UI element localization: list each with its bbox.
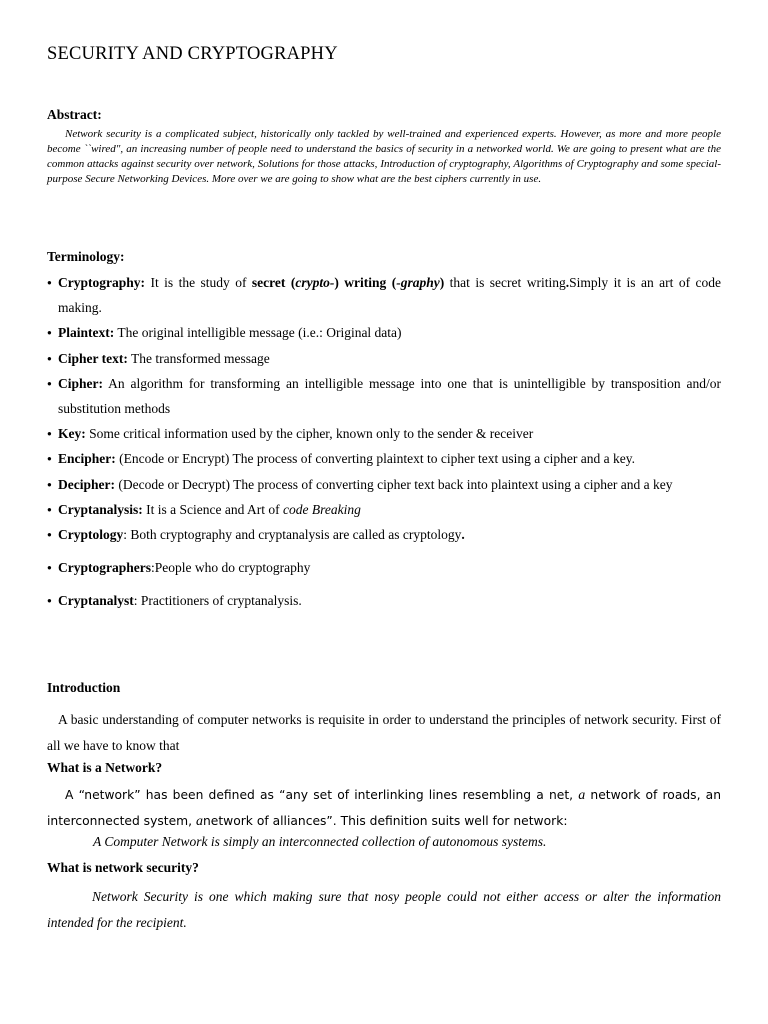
term-label: Cryptographers [58,560,151,576]
term-text: : Practitioners of cryptanalysis. [133,593,302,609]
term-text: Simply it is an art of code making. [58,275,722,316]
term-label: Decipher: [58,476,115,492]
term-text: It is a Science and Art of [142,501,283,517]
term-item-encipher [47,446,721,471]
computer-network-definition: A Computer Network is simply an interconnected collection of autonomous systems. [93,834,547,849]
term-text: :People who do cryptography [151,560,311,576]
term-text: that is secret writing [444,275,566,290]
network-question-heading: What is a Network? [47,760,163,775]
term-text: An algorithm for transforming an intelligible message into one that is unintelligible by transposition and/or substitution methods [58,375,721,417]
security-question-heading: What is network security? [47,860,199,875]
term-label: Cryptanalysis: [58,501,143,517]
term-label: Cryptology [58,527,124,543]
introduction-heading: Introduction [47,680,121,695]
def-emphasis: a [195,813,203,829]
term-item-decipher [47,472,721,497]
abstract-text: Network security is a complicated subject, historically only tackled by well-trained and experienced experts. However, as more and more people become ``wired", an increasing number of people need to understand the basics of security in a networked world. We are going to present what are the common attacks against security over network, Solutions for those attacks, Introduction of cryptography, Algorithms of Cryptography and some special-purpose Secure Networking Devices. More over we are going to show what are the best ciphers currently in use. [47,128,721,185]
term-emphasis: code Breaking [282,501,361,517]
term-item-key [47,421,721,446]
term-item-cryptanalysis [47,497,721,522]
term-label: Cipher text: [58,350,128,366]
term-text: : Both cryptography and cryptanalysis are called as cryptology [123,527,462,543]
term-bold: ) writing ( [334,275,397,290]
term-item-cryptanalyst [47,588,721,613]
terminology-list [47,270,721,614]
term-label: Cryptography: [58,275,145,290]
term-bold-italic: crypto- [295,275,335,290]
term-label: Plaintext: [58,325,115,341]
term-text: The transformed message [127,350,270,366]
term-item-cipher [47,371,721,421]
introduction-paragraph: A basic understanding of computer networks is requisite in order to understand the principles of network security. First of all we have to know that [47,712,721,753]
def-emphasis: a [578,788,586,803]
term-item-cryptographers [47,555,721,580]
term-label: Cipher: [58,375,103,391]
page-title: SECURITY AND CRYPTOGRAPHY [47,44,338,64]
term-bold: . [565,275,570,290]
term-label: Cryptanalyst [58,593,134,609]
term-bold: ) [439,275,445,290]
term-item-cipher-text [47,346,721,371]
term-item-cryptology [47,522,721,547]
network-definition: A “network” has been defined as “any set of interlinking lines resembling a net, a network of roads, an interconnected system, anetwork of alliances”. This definition suits well for network: [47,788,721,829]
term-text: (Encode or Encrypt) The process of converting plaintext to cipher text using a cipher and a key. [115,451,635,467]
term-bold: secret ( [251,275,296,290]
network-security-definition: Network Security is one which making sure that nosy people could not either access or alter the information intended for the recipient. [47,889,721,930]
term-label: Encipher: [58,451,116,467]
term-text: (Decode or Decrypt) The process of converting cipher text back into plaintext using a cipher and a key [114,476,673,492]
term-text: It is the study of [145,275,252,290]
term-text: Some critical information used by the cipher, known only to the sender & receiver [85,426,534,442]
term-bold: . [461,527,465,543]
term-item-cryptography [47,270,721,320]
abstract-heading: Abstract: [47,107,102,122]
term-text: The original intelligible message (i.e.: Original data) [114,325,402,341]
term-bold-italic: -graphy [396,275,440,290]
term-item-plaintext [47,320,721,345]
term-label: Key: [58,426,86,442]
terminology-heading: Terminology: [47,249,125,264]
